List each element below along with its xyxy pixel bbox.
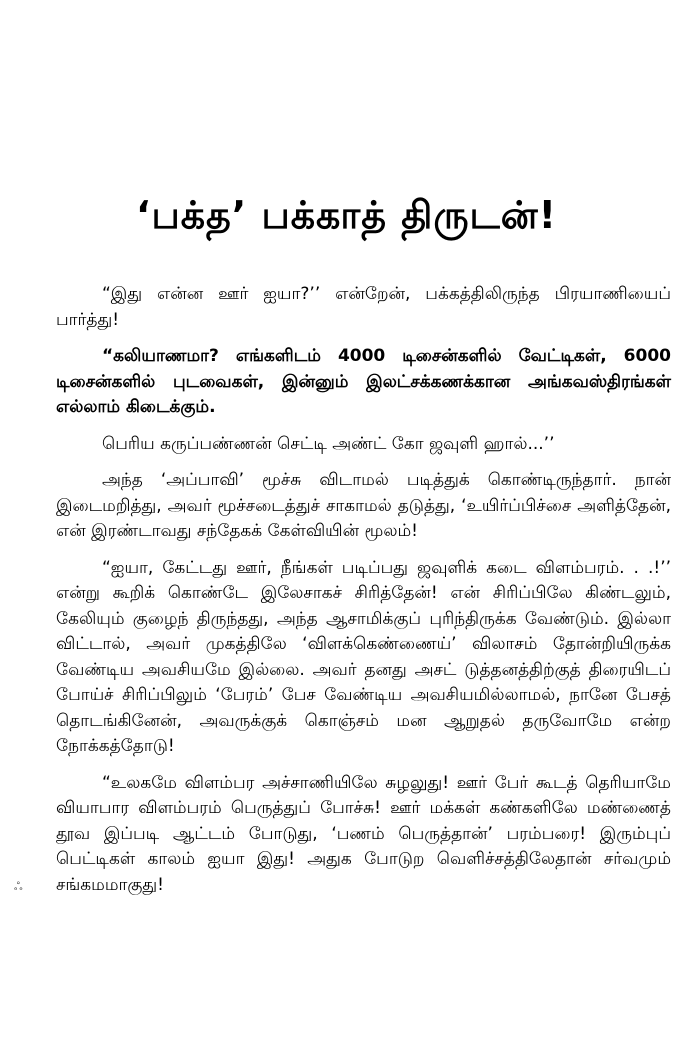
paragraph-4: அந்த ‘அப்பாவி’ மூச்சு விடாமல் படித்துக் கொண்டிருந்தார். நான் இடைமறித்து, அவர் மூச்சடைத்துச் சாகாமல் தடுத்து, ‘உயிர்ப்பிச்சை அளித்தேன், என் இரண்டாவது சந்தேகக் கேள்வியின் மூலம்! — [56, 470, 671, 541]
paragraph-2: “கலியாணமா? எங்களிடம் 4000 டிசைன்களில் வேட்டிகள், 6000 டிசைன்களில் புடவைகள், இன்னும் இலட்சக்கணக்கான அங்கவஸ்திரங்கள் எல்லாம் கிடைக்கும். — [56, 346, 671, 417]
page-title: ‘பக்த’ பக்காத் திருடன்! — [136, 193, 557, 238]
paragraph-5: “ஐயா, கேட்டது ஊர், நீங்கள் படிப்பது ஜவுளிக் கடை விளம்பரம். . .!’’ என்று கூறிக் கொண்டே இலேசாகச் சிரித்தேன்! என் சிரிப்பிலே கிண்டலும், கேலியும் குழைந் திருந்தது, அந்த ஆசாமிக்குப் புரிந்திருக்க வேண்டும். இல்லா விட்டால், அவர் முகத்திலே ‘விளக்கெண்ணைய்’ விலாசம் தோன்றியிருக்க வேண்டிய அவசியமே இல்லை. அவர் தனது அசட் டுத்தனத்திற்குத் திரையிடப் போய்ச் சிரிப்பிலும் ‘பேரம்’ பேச வேண்டிய அவசியமில்லாமல், நானே பேசத் தொடங்கினேன், அவருக்குக் கொஞ்சம் மன ஆறுதல் தருவோமே என்ற நோக்கத்தோடு! — [56, 557, 671, 756]
paragraph-3: பெரிய கருப்பண்ணன் செட்டி அண்ட் கோ ஜவுளி ஹால்...’’ — [102, 433, 555, 454]
body-text — [56, 282, 671, 909]
paragraph-6: “உலகமே விளம்பர அச்சாணியிலே சுழலுது! ஊர் பேர் கூடத் தெரியாமே வியாபார விளம்பரம் பெருத்துப் போச்சு! ஊர் மக்கள் கண்களிலே மண்ணைத் தூவ இப்படி ஆட்டம் போடுது, ‘பணம் பெருத்தான்’ பரம்பரை! இரும்புப் பெட்டிகள் காலம் ஐயா இது! அதுக போடுற வெளிச்சத்திலேதான் சர்வமும் சங்கமமாகுது! — [56, 772, 671, 895]
paragraph-1: “இது என்ன ஊர் ஐயா?’’ என்றேன், பக்கத்திலிருந்த பிரயாணியைப் பார்த்து! — [56, 284, 671, 330]
margin-mark: ஃ — [14, 880, 23, 893]
